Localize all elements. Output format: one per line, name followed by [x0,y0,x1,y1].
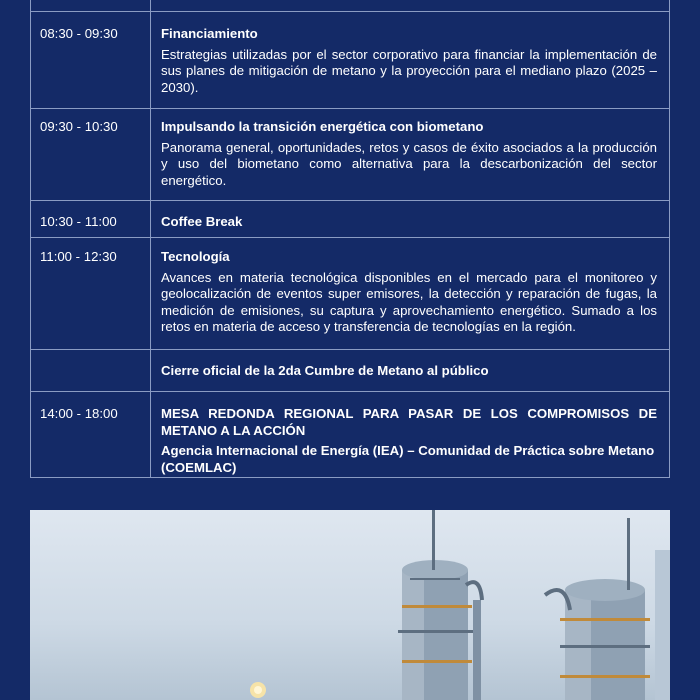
session-title [161,0,657,2]
session-title: Financiamiento [161,26,258,41]
session-title: MESA REDONDA REGIONAL PARA PASAR DE LOS COMPROMISOS DE METANO A LA ACCIÓN [161,406,657,438]
agenda-table [30,0,670,478]
session-description: Panorama general, oportunidades, retos y casos de éxito asociados a la producción y uso del biometano como alternativa para la descarbonización del sector energético. [161,139,657,188]
time-cell [31,0,151,12]
industrial-plant-photo [30,510,670,700]
session-cell [151,392,670,478]
time-cell: 09:30 - 10:30 [31,109,151,201]
session-cell [151,238,670,350]
time-cell: 10:30 - 11:00 [31,201,151,238]
session-title: Impulsando la transición energética con biometano [161,119,484,134]
table-row [31,12,670,109]
time-cell: 11:00 - 12:30 [31,238,151,350]
table-row [31,238,670,350]
session-description: Estrategias utilizadas por el sector corporativo para financiar la implementación de sus planes de mitigación de metano y la proyección para el mediano plazo (2025 – 2030). [161,46,657,95]
session-description: Avances en materia tecnológica disponibles en el mercado para el monitoreo y geolocalización de eventos super emisores, la detección y reparación de fugas, la medición de emisiones, su captura y aprovechamiento energético. Sumado a los retos en materia de acceso y transferencia de tecnologías en la región. [161,269,657,334]
table-row [31,0,670,12]
session-cell [151,12,670,109]
time-cell: 14:00 - 18:00 [31,392,151,478]
session-subtitle: Agencia Internacional de Energía (IEA) – Comunidad de Práctica sobre Metano (COEMLAC) [161,443,655,475]
table-row [31,109,670,201]
session-title: Cierre oficial de la 2da Cumbre de Metano al público [161,363,489,378]
table-row [31,201,670,238]
table-row [31,392,670,478]
session-title: Tecnología [161,249,230,264]
session-cell [151,0,670,12]
table-row [31,350,670,392]
time-cell [31,350,151,392]
session-cell [151,201,670,238]
plant-illustration-icon [30,510,670,700]
time-cell: 08:30 - 09:30 [31,12,151,109]
session-title: Coffee Break [161,214,243,229]
session-cell [151,350,670,392]
session-cell [151,109,670,201]
